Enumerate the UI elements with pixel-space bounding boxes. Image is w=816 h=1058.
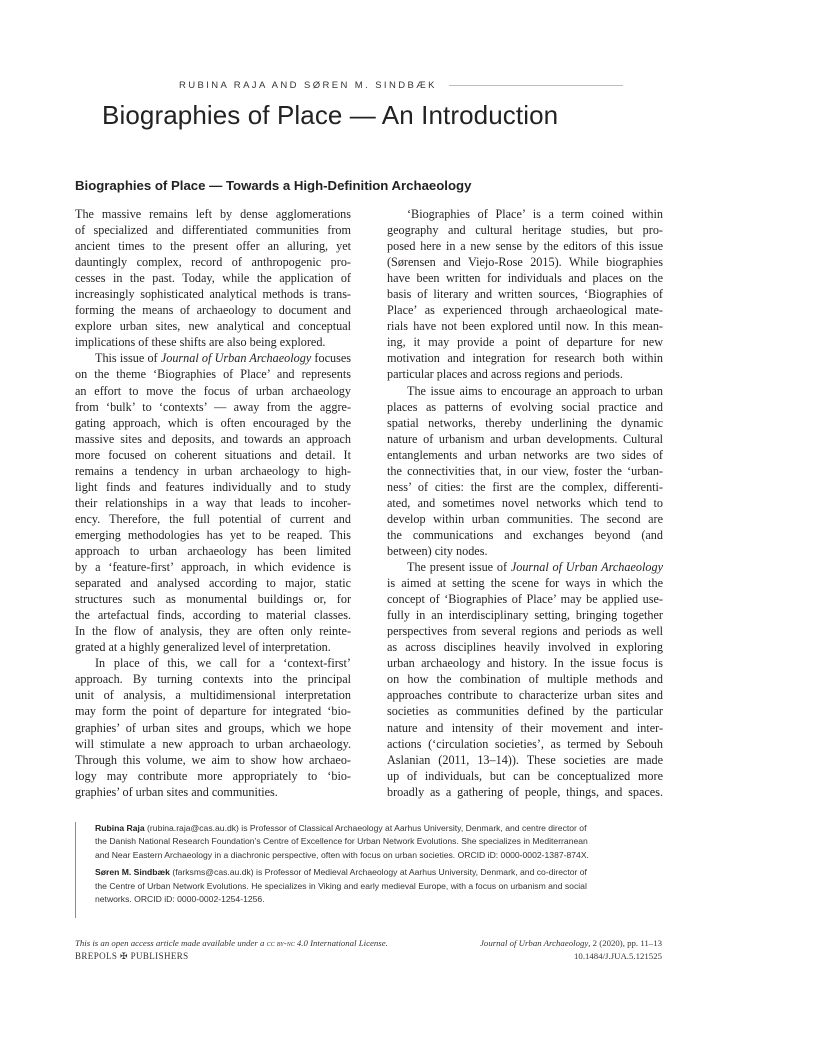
bio-line: Søren M. Sindbæk (farksms@cas.au.dk) is Professor of Medieval Archaeology at Aarhus University, Denmark, and co-director of	[95, 867, 587, 878]
text-line: unit of analysis, a multidimensional interpretation	[75, 688, 351, 703]
text-line: Aslanian (2011, 13–14)). These societies are made	[387, 752, 663, 767]
text-line: ated, and sometimes novel networks which tend to	[387, 495, 663, 510]
text-line: an effort to move the focus of urban archaeology	[75, 383, 351, 398]
text-line: posed here in a new sense by the editors of this issue	[387, 239, 663, 254]
text-line: separated and analysed according to major, static	[75, 576, 351, 591]
section-heading: Biographies of Place — Towards a High-Definition Archaeology	[75, 178, 472, 193]
text-line: graphies’ of urban sites and communities.	[75, 784, 278, 799]
text-line: basis of literary and written sources, ‘Biographies of	[387, 287, 663, 302]
text-line: ‘Biographies of Place’ is a term coined within	[407, 207, 663, 221]
header-rule	[449, 85, 623, 86]
text-line: the connectivities that, in our view, foster the ‘urban-	[387, 463, 663, 478]
license-note: This is an open access article made available under a cc by-nc 4.0 International License.	[75, 938, 388, 948]
text-line: actions (‘circulation societies’, as termed by Sebouh	[387, 736, 663, 751]
text-line: have been written for individuals and places on the	[387, 271, 663, 286]
text-line: The issue aims to encourage an approach to urban	[407, 383, 663, 398]
journal-title: Journal of Urban Archaeology	[510, 560, 663, 575]
text-line: cesses in the past. Today, while the application of	[75, 271, 351, 286]
text-line: In place of this, we call for a ‘context-first’	[95, 656, 351, 671]
publisher: BREPOLS ✠ PUBLISHERS	[75, 951, 189, 961]
text-line: develop within urban communities. The second are	[387, 511, 663, 526]
right-column	[387, 206, 663, 800]
text-line: approach. By turning contexts into the principal	[75, 672, 351, 687]
text-line: geography and cultural heritage studies, but pro-	[387, 223, 663, 238]
bio-raja	[95, 822, 665, 862]
text-line: (Sørensen and Viejo-Rose 2015). While biographies	[387, 255, 663, 270]
text-line: emerging methodologies has yet to be reaped. This	[75, 527, 351, 542]
text-line: is aimed at setting the scene for ways in which the	[387, 576, 663, 591]
text-line: In the flow of analysis, they are often only reinte-	[75, 624, 351, 639]
text-line: explore urban sites, new analytical and conceptual	[75, 319, 351, 334]
text-line: forming the means of archaeology to document and	[75, 303, 351, 318]
text-line: between) city nodes.	[387, 543, 488, 558]
text-line: the communications and exchanges beyond (and	[387, 527, 663, 542]
text-line: This issue of Journal of Urban Archaeology focuses	[95, 351, 351, 366]
text-line: particular places and across regions and periods.	[387, 367, 623, 382]
text-line: societies as communities defined by the particular	[387, 704, 663, 719]
text-line: broadly as a gathering of people, things, and spaces.	[387, 784, 663, 799]
text-line: Through this volume, we aim to show how archaeo-	[75, 752, 351, 767]
journal-title: Journal of Urban Archaeology	[160, 351, 312, 366]
author-bios	[75, 822, 665, 918]
text-line: gating approach, which is often encouraged by the	[75, 415, 351, 430]
page-title: Biographies of Place — An Introduction	[102, 100, 559, 130]
text-line: places as patterns of evolving social practice and	[387, 399, 663, 414]
text-line: may form the point of departure for integrated ‘bio-	[75, 704, 351, 719]
text-line: ing, it may provide a point of departure for new	[387, 335, 663, 350]
text-line: urban archaeology and history. In the issue focus is	[387, 656, 663, 671]
text-line: The present issue of Journal of Urban Archaeology	[407, 560, 663, 575]
text-line: motivation and integration for research both within	[387, 351, 663, 366]
bio-line: the Danish National Research Foundation’s Centre of Excellence for Urban Network Evolutions. She specializes in Mediterranean	[95, 836, 588, 847]
text-line: implications of these shifts are also being explored.	[75, 335, 326, 350]
bio-sindbaek	[95, 866, 665, 906]
text-line: of specialized and differentiated communities from	[75, 223, 351, 238]
text-line: ancient times to the present offer an alluring, yet	[75, 239, 351, 254]
text-line: light finds and features individually and to study	[75, 479, 351, 494]
bio-name: Rubina Raja	[95, 823, 145, 833]
text-line: grated at a highly generalized level of interpretation.	[75, 640, 331, 655]
text-line: the artefactual finds, according to material classes.	[75, 608, 351, 623]
text-line: ness’ of cities: the first are the complex, differenti-	[387, 479, 663, 494]
bio-name: Søren M. Sindbæk	[95, 867, 170, 878]
text-line: logy may contribute more appropriately to ‘bio-	[75, 768, 351, 783]
text-line: approaches contribute to characterize urban sites and	[387, 688, 663, 703]
bio-line: and Near Eastern Archaeology in a diachronic perspective, often with focus on urban societies. ORCID iD: 0000-0002-1387-874X.	[95, 849, 589, 860]
text-line: massive sites and deposits, and towards an approach	[75, 431, 351, 446]
text-line: their relationships in a way that leads to incoher-	[75, 495, 351, 510]
text-line: The massive remains left by dense agglomerations	[75, 207, 351, 221]
text-line: increasingly sophisticated analytical methods is trans-	[75, 287, 351, 302]
text-line: Place’ as experienced through archaeological mate-	[387, 303, 663, 318]
text-line: entanglements and urban networks are two sides of	[387, 447, 663, 462]
text-line: ency. Therefore, the full potential of current and	[75, 511, 351, 526]
text-line: by a ‘feature-first’ approach, in which evidence is	[75, 560, 351, 575]
text-line: nature of urbanism and urban developments. Cultural	[387, 431, 663, 446]
text-line: remains a tendency in urban archaeology to high-	[75, 463, 351, 478]
text-line: spatial networks, thereby underlining the dynamic	[387, 415, 663, 430]
text-line: concept of ‘Biographies of Place’ may be applied use-	[387, 592, 663, 607]
authors: RUBINA RAJA AND SØREN M. SINDBÆK	[179, 80, 437, 91]
text-line: dauntingly complex, record of anthropogenic pro-	[75, 255, 351, 270]
text-line: on how the combination of multiple methods and	[387, 672, 663, 687]
text-line: nature and intensity of their movement and inter-	[387, 720, 663, 735]
text-line: perspectives from several regions and periods as well	[387, 624, 663, 639]
text-line: from ‘bulk’ to ‘contexts’ — away from the aggre-	[75, 399, 351, 414]
text-line: more focused on coherent situations and detail. It	[75, 447, 351, 462]
text-line: up of individuals, but can be conceptualized more	[387, 768, 663, 783]
bio-line: Rubina Raja (rubina.raja@cas.au.dk) is Professor of Classical Archaeology at Aarhus University, Denmark, and centre director of	[95, 823, 587, 833]
text-line: approach to urban archaeology has been limited	[75, 543, 351, 558]
text-line: rials have not been explored until now. In this mean-	[387, 319, 663, 334]
text-line: as across disciplines heavily involved in exploring	[387, 640, 663, 655]
brepols-logo-icon: ✠	[119, 951, 128, 961]
text-line: structures such as monumental buildings or, for	[75, 592, 351, 607]
running-header	[179, 80, 623, 91]
text-line: on the theme ‘Biographies of Place’ and represents	[75, 367, 351, 382]
bio-line: networks. ORCID iD: 0000-0002-1254-1256.	[95, 893, 265, 904]
doi: 10.1484/J.JUA.5.121525	[574, 951, 662, 961]
journal-citation: Journal of Urban Archaeology, 2 (2020), pp. 11–13	[480, 938, 662, 948]
left-column	[75, 206, 351, 800]
text-line: will stimulate a new approach to urban archaeology.	[75, 736, 351, 751]
text-line: fully in an interdisciplinary setting, bringing together	[387, 608, 663, 623]
text-line: graphies’ of urban sites and groups, which we hope	[75, 720, 351, 735]
bio-line: the Centre of Urban Network Evolutions. He specializes in Viking and early medieval Europe, with a focus on urbanism and social	[95, 880, 587, 891]
